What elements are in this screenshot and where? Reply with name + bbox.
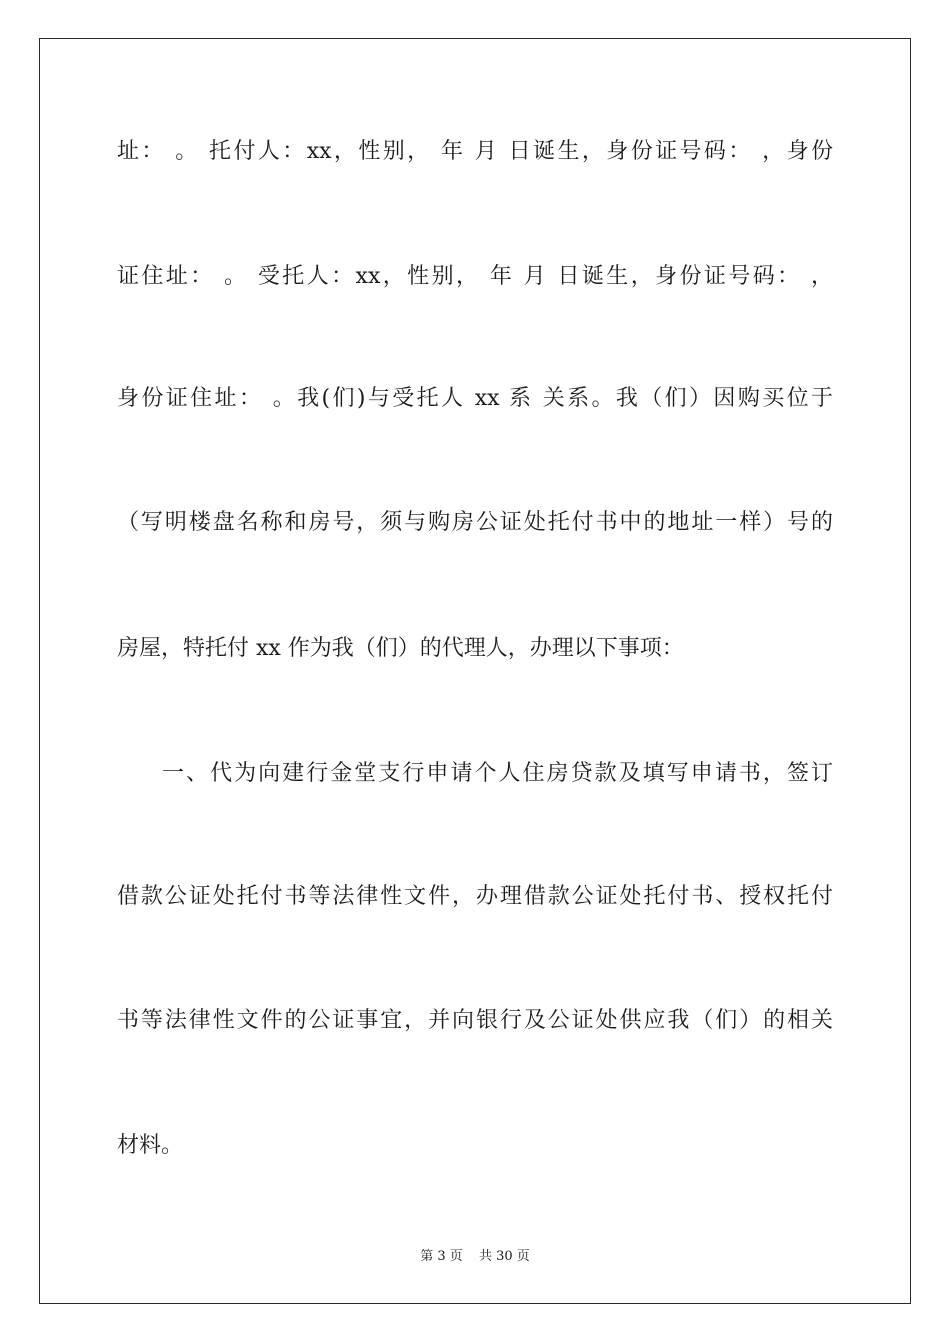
body-text-line: 书等法律性文件的公证事宜，并向银行及公证处供应我（们）的相关	[117, 1008, 833, 1033]
paragraph-first-line: 一、代为向建行金堂支行申请个人住房贷款及填写申请书，签订	[162, 761, 833, 786]
body-text-line: 证住址： 。 受托人：xx，性别， 年 月 日诞生，身份证号码： ，	[117, 264, 833, 289]
body-text-line: 房屋，特托付 xx 作为我（们）的代理人，办理以下事项：	[117, 636, 684, 661]
body-text-line: 借款公证处托付书等法律性文件，办理借款公证处托付书、授权托付	[117, 884, 833, 909]
body-text-line: 材料。	[117, 1133, 184, 1158]
page-number: 第 3 页	[420, 1249, 463, 1264]
page-footer	[0, 1248, 950, 1266]
body-text-line: 身份证住址： 。我(们)与受托人 xx 系 关系。我（们）因购买位于	[117, 386, 833, 411]
page-frame	[39, 38, 911, 1304]
page-total: 共 30 页	[478, 1249, 530, 1264]
body-text-line: （写明楼盘名称和房号，须与购房公证处托付书中的地址一样）号的	[117, 510, 833, 535]
body-text-line: 址： 。 托付人：xx，性别， 年 月 日诞生，身份证号码： ，身份	[117, 139, 833, 164]
